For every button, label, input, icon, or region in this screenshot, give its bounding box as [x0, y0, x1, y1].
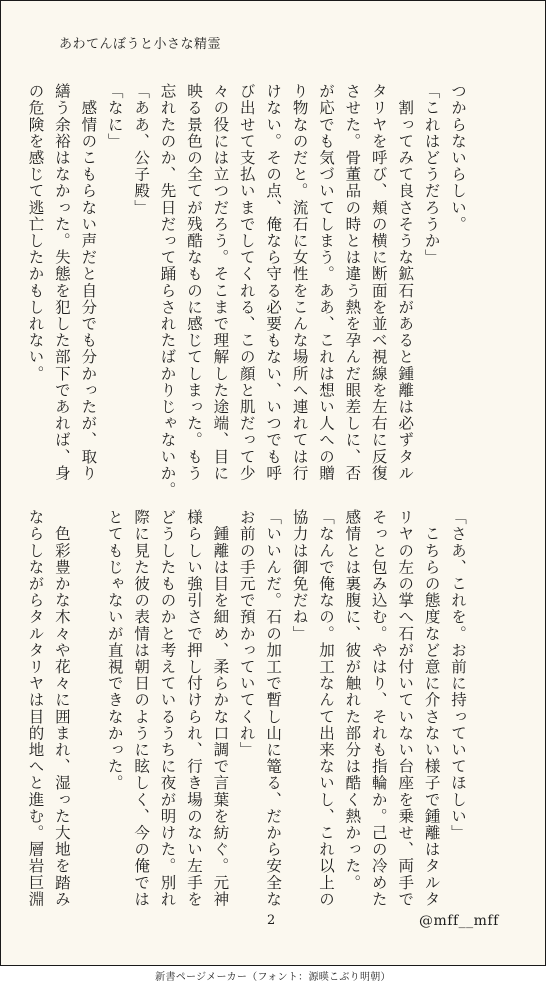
lower-text-column-block: [22, 509, 471, 908]
generator-credit: 新書ページメーカー（フォント：源暎こぶり明朝）: [155, 972, 391, 983]
text-line: 感情のこもらない声だと自分でも分かったが、取り: [79, 83, 98, 482]
text-line: 感情とは裏腹に、彼が触れた部分は酷く熱かった。: [343, 509, 362, 891]
text-line: お前の手元で預かっていてくれ」: [237, 509, 256, 758]
text-line: 映る景色の全てが残酷なものに感じてしまった。もう: [184, 83, 203, 482]
text-line: 割ってみて良さそうな鉱石があると鍾離は必ずタル: [396, 83, 415, 482]
text-line: の危険を感じて逃亡したかもしれない。: [26, 83, 45, 382]
text-line: ならしながらタルタリヤは目的地へと進む。層岩巨淵: [26, 509, 45, 908]
text-line: 色彩豊かな木々や花々に囲まれ、湿った大地を踏み: [52, 509, 71, 908]
text-line: 様らしい強引さで押し付けられ、行き場のない左手を: [184, 509, 203, 908]
text-line: 忘れたのか、先日だって踊らされたばかりじゃないか。: [158, 83, 177, 498]
text-line: つからないらしい。: [449, 83, 467, 233]
text-line: リヤの左の掌へ石が付いていない台座を乗せ、両手で: [396, 509, 415, 908]
text-line: させた。骨董品の時とは違う熱を孕んだ眼差しに、否: [343, 83, 362, 482]
text-line: 際に見た彼の表情は朝日のように眩しく、今の俺では: [132, 509, 151, 908]
text-line: タリヤを呼び、頬の横に断面を並べ視線を左右に反復: [369, 83, 388, 482]
upper-text-column-block: [22, 83, 471, 498]
text-line: こちらの態度など意に介さない様子で鍾離はタルタ: [422, 509, 441, 908]
page-number: 2: [267, 913, 276, 928]
text-line: 繕う余裕はなかった。失態を犯した部下であれば、身: [52, 83, 71, 482]
text-line: 々の役には立つだろう。そこまで理解した途端、目に: [211, 83, 230, 482]
text-line: そっと包み込む。やはり、それも指輪か。己の冷めた: [369, 509, 388, 908]
text-line: び出せて支払いまでしてくれる、この顔と肌だって少: [237, 83, 256, 482]
text-line: 「これはどうだろうか」: [422, 83, 441, 266]
text-line: り物なのだと。流石に女性をこんな場所へ連れては行: [290, 83, 309, 482]
text-line: 「さあ、これを。お前に持っていてほしい」: [449, 509, 467, 841]
text-line: 協力は御免だね」: [290, 509, 309, 642]
running-header-title: あわてんぼうと小さな精霊: [59, 37, 222, 52]
text-line: が応でも気づいてしまう。ああ、これは想い人への贈: [316, 83, 335, 482]
text-line: とてもじゃないが直視できなかった。: [105, 509, 124, 792]
text-line: けない。その点、俺なら守る必要もない、いつでも呼: [264, 83, 283, 482]
text-line: どうしたものかと考えているうちに夜が明けた。別れ: [158, 509, 177, 908]
blank-line: [75, 509, 101, 899]
text-line: 「いいんだ。石の加工で暫し山に篭る、だから安全な: [264, 509, 283, 908]
text-line: 鍾離は目を細め、柔らかな口調で言葉を紡ぐ。元神: [211, 509, 230, 908]
text-line: 「なんで俺なの。加工なんて出来ないし、これ以上の: [316, 509, 335, 908]
text-line: 「なに」: [105, 83, 124, 150]
author-handle: @mff__mff: [419, 913, 499, 929]
text-line: 「ああ、公子殿」: [132, 83, 151, 216]
